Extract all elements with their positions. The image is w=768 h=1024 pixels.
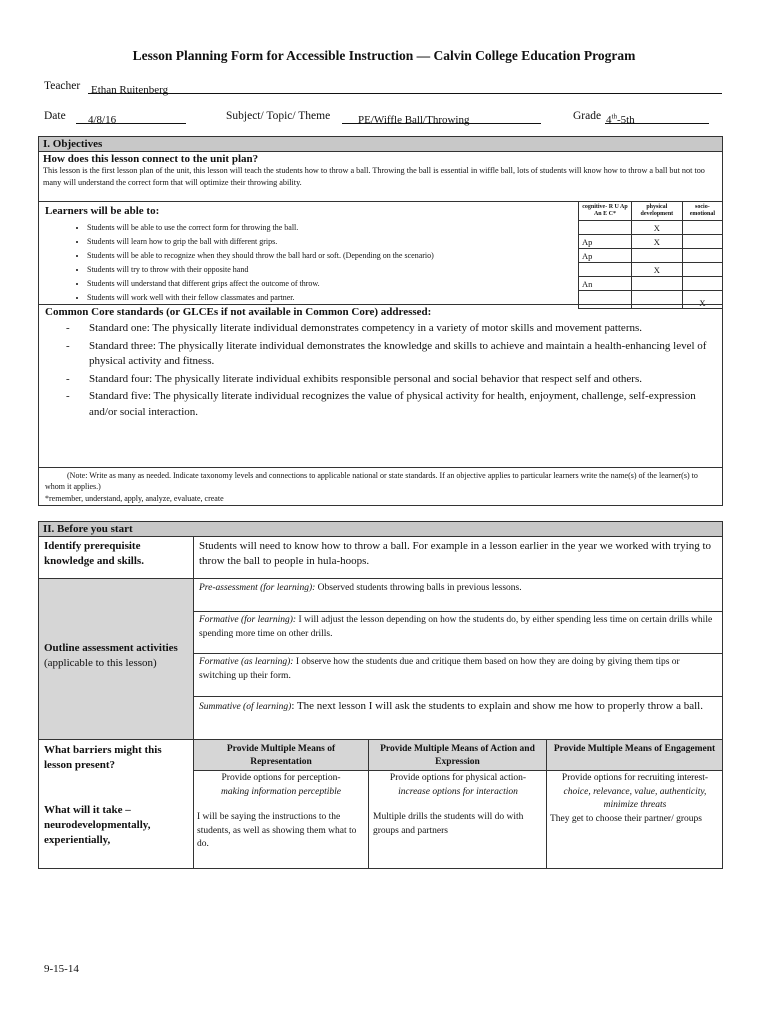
cell-cog[interactable]: Ap (579, 249, 632, 263)
col-cognitive: cognitive- R U Ap An E C* (579, 202, 632, 221)
engagement-cell[interactable]: Provide options for recruiting interest- choice, relevance, value, authenticity, minimize threats They get to choose their partner/ groups (550, 773, 709, 824)
divider (193, 536, 194, 868)
teacher-value: Ethan Ruitenberg (91, 84, 169, 96)
cell-soc[interactable]: X (682, 291, 722, 309)
subject-value: PE/Wiffle Ball/Throwing (358, 114, 470, 126)
divider (193, 611, 722, 612)
learners-label: Learners will be able to: (45, 205, 160, 217)
before-you-start-section (38, 521, 723, 869)
cell-phys[interactable] (631, 291, 682, 309)
grade-value: 4th-5th (606, 112, 635, 126)
cell-soc[interactable] (682, 277, 722, 291)
summative-of-learning[interactable]: Summative (of learning): The next lesson I will ask the students to explain and show me how to properly throw a ball. (199, 700, 703, 712)
list-item[interactable]: • Students will try to throw with their opposite hand (87, 263, 617, 277)
teacher-label: Teacher (44, 80, 81, 92)
teacher-field[interactable] (88, 80, 722, 94)
list-item[interactable]: - Standard three: The physically literate individual demonstrates the knowledge and skills to achieve and maintain a health-enhancing level of physical activity and fitness. (59, 339, 709, 370)
date-field[interactable] (76, 110, 186, 124)
action-expression-heading: Provide Multiple Means of Action and Expression (380, 744, 535, 767)
cell-phys[interactable]: X (631, 235, 682, 249)
divider (39, 467, 722, 468)
cell-soc[interactable] (682, 221, 722, 235)
cell-cog[interactable]: Ap (579, 235, 632, 249)
cell-cog[interactable]: An (579, 277, 632, 291)
assessment-label: Outline assessment activities (applicable to this lesson) (44, 642, 178, 669)
objectives-section (38, 136, 723, 506)
cell-cog[interactable] (579, 221, 632, 235)
prereq-text[interactable]: Students will need to know how to throw a ball. For example in a lesson earlier in the year we worked with trying to throw the ball to people in hula-hoops. (199, 540, 711, 567)
divider (193, 653, 722, 654)
standards-label: Common Core standards (or GLCEs if not available in Common Core) addressed: (45, 306, 432, 318)
list-item[interactable]: • Students will work well with their fellow classmates and partner. (87, 291, 617, 305)
cell-soc[interactable] (682, 249, 722, 263)
cell-cog[interactable] (579, 291, 632, 309)
subject-label: Subject/ Topic/ Theme (226, 110, 331, 122)
prereq-label: Identify prerequisite knowledge and skills. (44, 540, 144, 567)
objectives-grid (578, 201, 723, 309)
subject-field[interactable] (342, 110, 541, 124)
list-item[interactable]: - Standard five: The physically literate individual recognizes the value of physical activity for health, enjoyment, challenge, self-expression and/or social interaction. (59, 389, 709, 420)
formative-for-learning[interactable]: Formative (for learning): I will adjust the lesson depending on how the students do, by either spending less time on certain drills while spending more time on other drills. (199, 615, 713, 639)
representation-heading: Provide Multiple Means of Representation (226, 744, 336, 767)
date-value: 4/8/16 (88, 114, 117, 126)
action-expression-cell[interactable]: Provide options for physical action- increase options for interaction Multiple drills the students will do with groups and partners (373, 773, 527, 836)
list-item[interactable]: • Students will be able to use the correct form for throwing the ball. (87, 221, 617, 235)
engagement-heading: Provide Multiple Means of Engagement (553, 744, 716, 754)
cell-soc[interactable] (682, 235, 722, 249)
list-item[interactable]: • Students will understand that different grips affect the outcome of throw. (87, 277, 617, 291)
grade-field[interactable] (605, 110, 709, 124)
unit-plan-answer[interactable]: This lesson is the first lesson plan of the unit, this lesson will teach the students how to throw a ball. Throwing the ball is essential in wiffle ball, lots of students will know how to throw a ball but not too many will understand the correct form that will optimize their throwing ability. (43, 166, 705, 187)
taxonomy-footnote: *remember, understand, apply, analyze, evaluate, create (45, 494, 224, 503)
objectives-list (39, 221, 617, 305)
col-physical: physical development (631, 202, 682, 221)
unit-plan-question: How does this lesson connect to the unit plan? (43, 153, 259, 165)
form-title: Lesson Planning Form for Accessible Instruction — Calvin College Education Program (132, 48, 636, 63)
grade-label: Grade (573, 110, 602, 122)
list-item[interactable]: • Students will be able to recognize when they should throw the ball hard or soft. (Depending on the scenario) (87, 249, 617, 263)
divider (39, 304, 722, 305)
list-item[interactable]: - Standard four: The physically literate individual exhibits responsible personal and social behavior that respect self and others. (59, 372, 709, 388)
pre-assessment[interactable]: Pre-assessment (for learning): Observed students throwing balls in previous lessons. (199, 583, 522, 593)
cell-phys[interactable] (631, 249, 682, 263)
divider (193, 696, 722, 697)
cell-phys[interactable]: X (631, 263, 682, 277)
what-will-it-take-label: What will it take – neurodevelopmentally, experientially, (44, 804, 151, 846)
standards-list (39, 321, 709, 422)
list-item[interactable]: • Students will learn how to grip the ball with different grips. (87, 235, 617, 249)
footer-code: 9-15-14 (44, 963, 79, 975)
list-item[interactable]: - Standard one: The physically literate individual demonstrates competency in a variety of motor skills and movement patterns. (59, 321, 709, 337)
formative-as-learning[interactable]: Formative (as learning): I observe how the students due and critique them based on how they are doing by giving them tips or switching up their form. (199, 657, 680, 681)
cell-cog[interactable] (579, 263, 632, 277)
divider (193, 770, 722, 771)
representation-cell[interactable]: Provide options for perception- making information perceptible I will be saying the instructions to the students, as well as showing them what to do. (197, 773, 357, 849)
cell-soc[interactable] (682, 263, 722, 277)
date-label: Date (44, 110, 66, 122)
cell-phys[interactable] (631, 277, 682, 291)
cell-phys[interactable]: X (631, 221, 682, 235)
objectives-heading: I. Objectives (39, 137, 722, 152)
col-socio: socio-emotional (682, 202, 722, 221)
barriers-label: What barriers might this lesson present? (44, 744, 162, 771)
before-heading: II. Before you start (39, 522, 722, 537)
note-text: (Note: Write as many as needed. Indicate taxonomy levels and connections to applicable national or state standards. If an objective applies to particular learners write the name(s) of the learner(s) to whom it applies.) (45, 471, 698, 491)
